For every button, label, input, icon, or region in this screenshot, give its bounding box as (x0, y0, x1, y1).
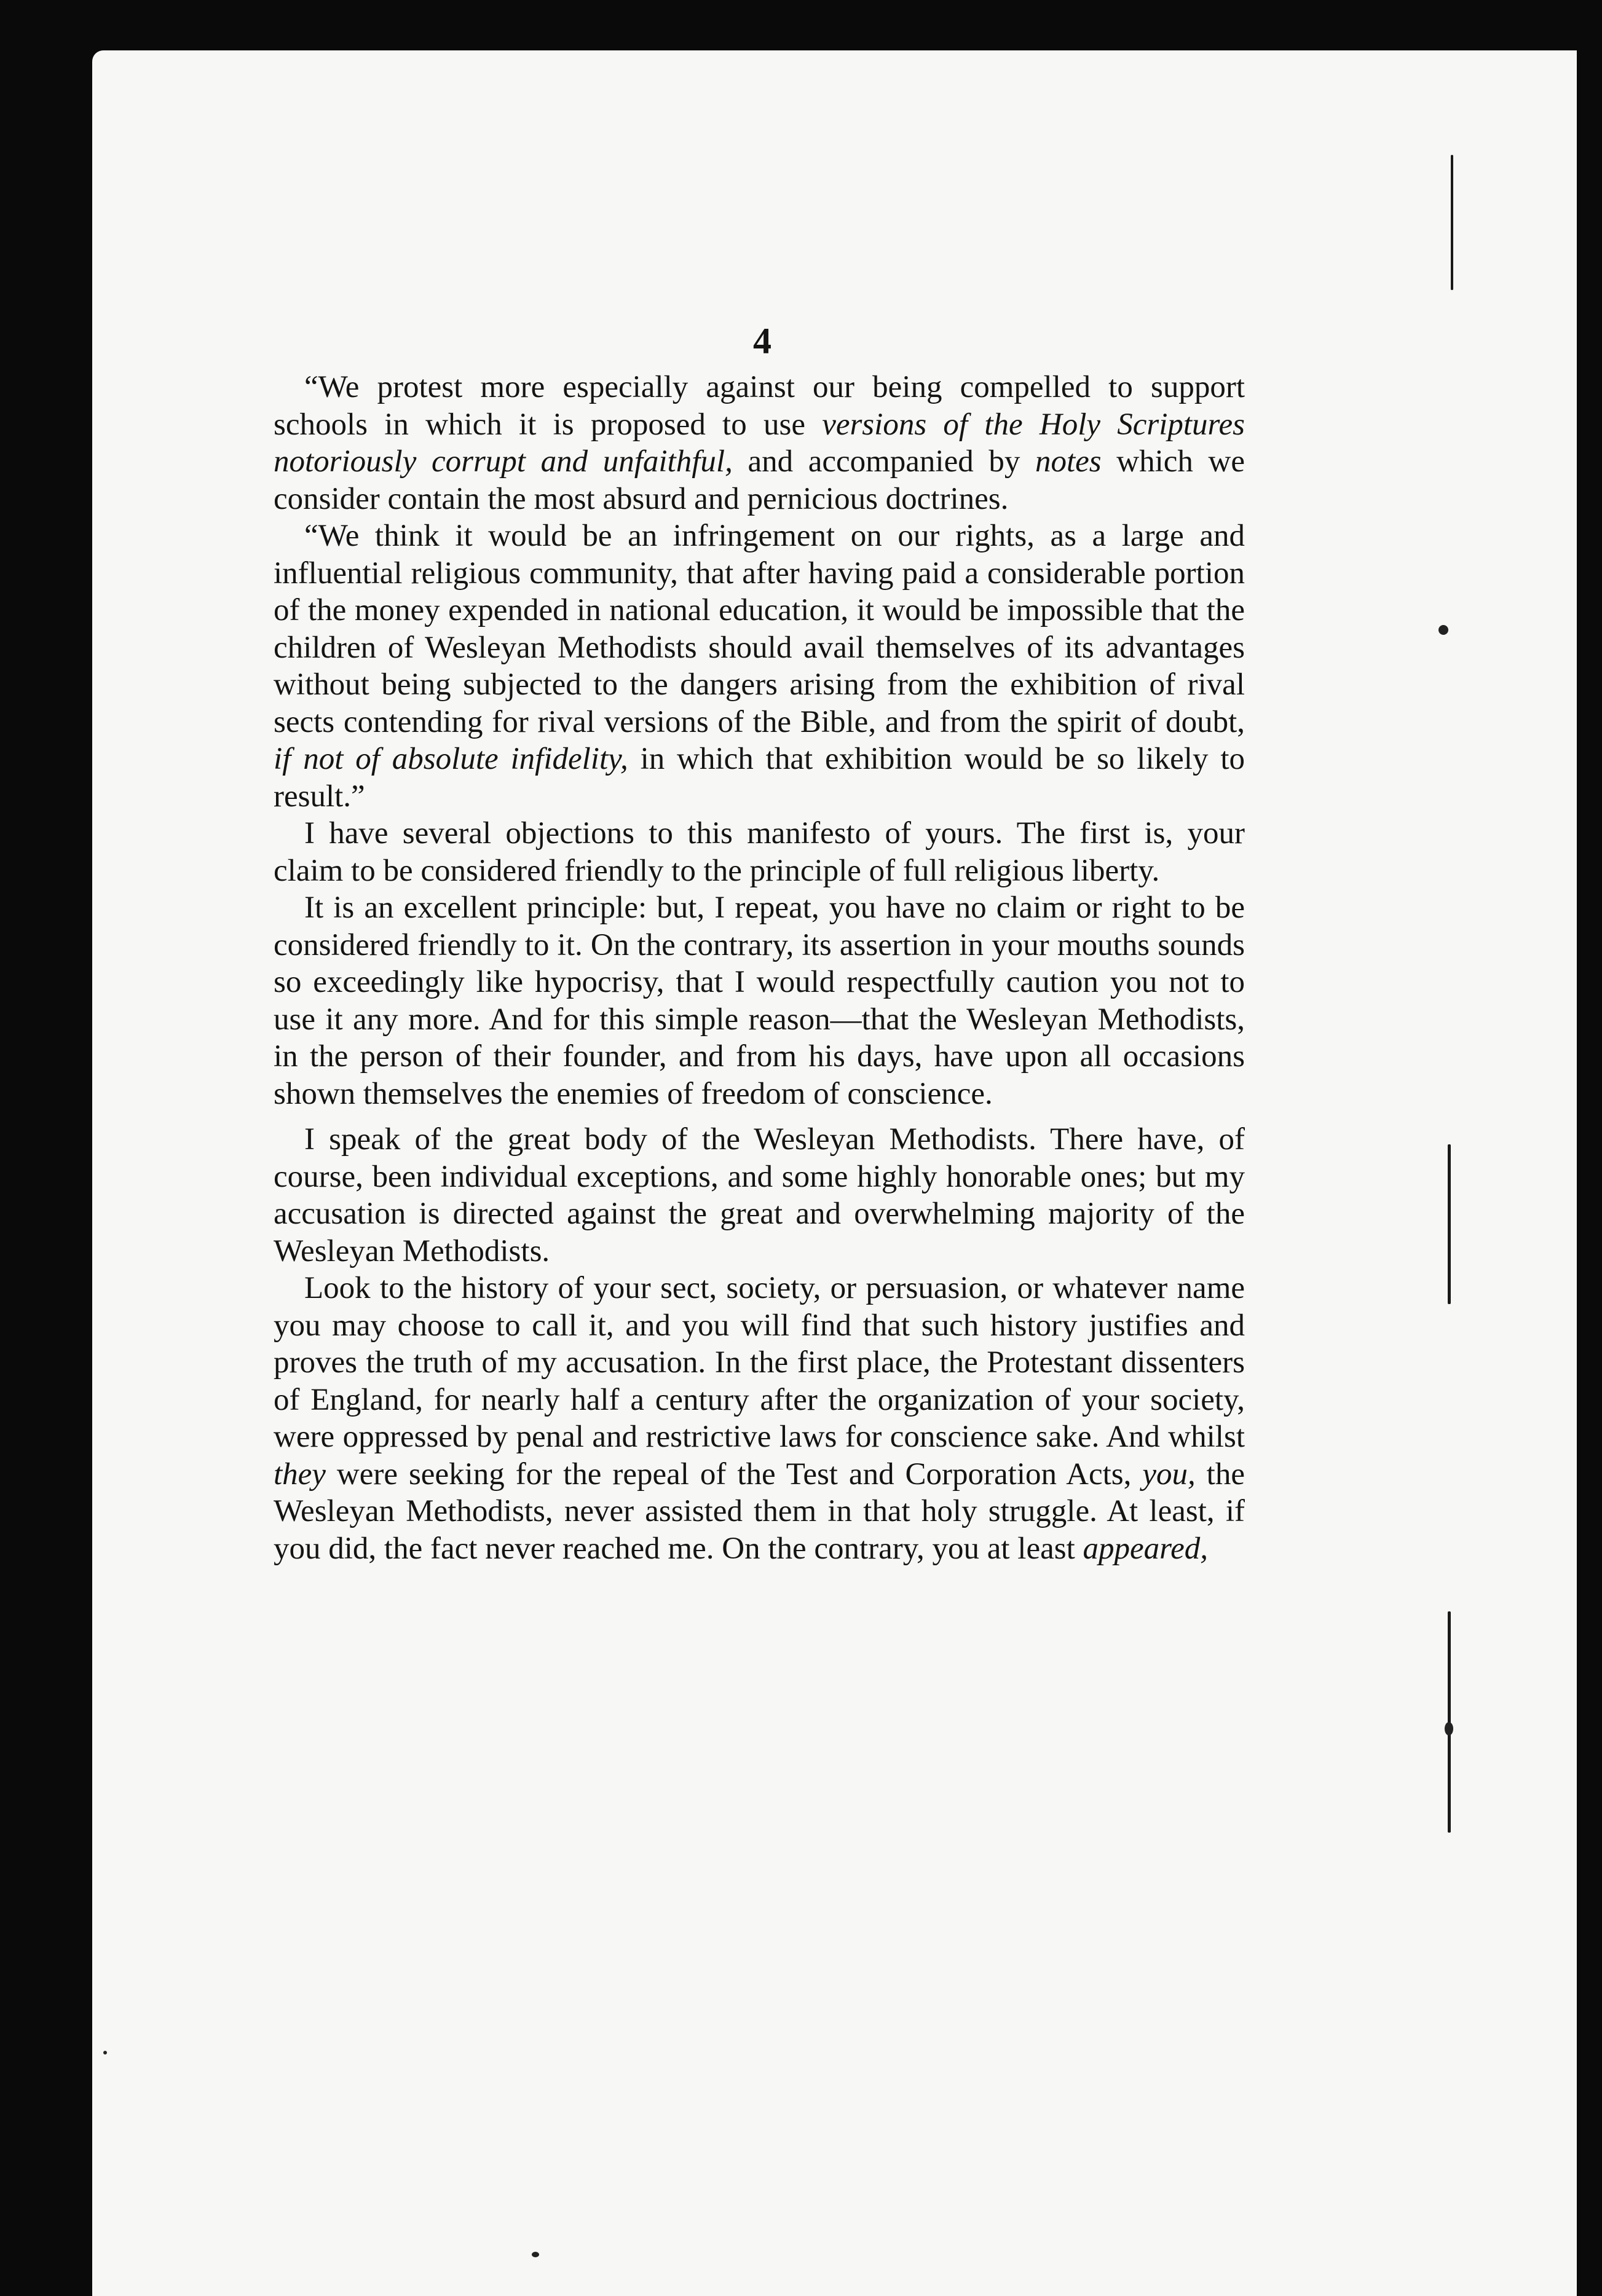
paragraph (274, 889, 1245, 1112)
text-run: “We protest more especially against our being compelled to support schools in which it is proposed to use (274, 370, 1245, 442)
scan-artifact-dot (1438, 625, 1448, 635)
text-run: “We think it would be an infringement on our rights, as a large and influential religious community, that after having paid a considerable portion of the money expended in national education, it would be impossible that the children of Wesleyan Methodists should avail themselves of its advantages without being subjected to the dangers arising from the exhibition of rival sects contending for rival versions of the Bible, and from the spirit of doubt, (274, 519, 1245, 739)
text-run: Look to the history of your sect, society, or persuasion, or whatever name you may choose to call it, and you will find that such history justifies and proves the truth of my accusation. In the first place, the Protestant dissenters of England, for nearly half a century after the organization of your society, were oppressed by penal and restrictive laws for conscience sake. And whilst (274, 1271, 1245, 1454)
paragraph (274, 369, 1245, 517)
scan-artifact-dot (1445, 1722, 1453, 1736)
paragraph (274, 1270, 1245, 1567)
emphasized-text: if not of absolute infidelity, (274, 742, 628, 776)
text-run: I have several objections to this manifesto of yours. The first is, your claim to be considered friendly to the principle of full religious liberty. (274, 816, 1245, 888)
page-text (274, 320, 1245, 1567)
emphasized-text: they (274, 1457, 326, 1492)
text-run: the Wesleyan Methodists, never assisted them in that holy struggle. At least, if you did, the fact never reached me. On the contrary, you at least (274, 1457, 1245, 1566)
paragraph (274, 517, 1245, 815)
emphasized-text: notes (1035, 444, 1102, 479)
text-run: It is an excellent principle: but, I repeat, you have no claim or right to be considered friendly to it. On the contrary, its assertion in your mouths sounds so exceedingly like hypocrisy, that I would respectfully caution you not to use it any more. And for this simple reason—that the Wesleyan Methodists, in the person of their founder, and from his days, have upon all occasions shown themselves the enemies of freedom of conscience. (274, 890, 1245, 1111)
text-run: in which that exhibition would be so likely to result.” (274, 742, 1245, 814)
text-run: I speak of the great body of the Wesleyan Methodists. There have, of course, been individual exceptions, and some highly honorable ones; but my accusation is directed against the great and overwhelming majority of the Wesleyan Methodists. (274, 1122, 1245, 1268)
emphasized-text: appeared, (1083, 1531, 1208, 1566)
scan-artifact-line (1451, 155, 1453, 290)
text-run: were seeking for the repeal of the Test and Corporation Acts, (325, 1457, 1143, 1492)
text-run: and accompanied by (732, 444, 1035, 479)
paragraph (274, 815, 1245, 889)
page-number: 4 (753, 321, 771, 361)
scan-artifact-dot (532, 2252, 539, 2257)
scan-artifact-dot (103, 2051, 107, 2054)
paragraph (274, 1121, 1245, 1270)
emphasized-text: versions of the Holy Scriptures notoriously corrupt and unfaithful, (274, 407, 1245, 479)
scan-artifact-line (1448, 1144, 1451, 1304)
text-run: which we consider contain the most absurd and pernicious doctrines. (274, 444, 1245, 516)
emphasized-text: you, (1142, 1457, 1196, 1492)
